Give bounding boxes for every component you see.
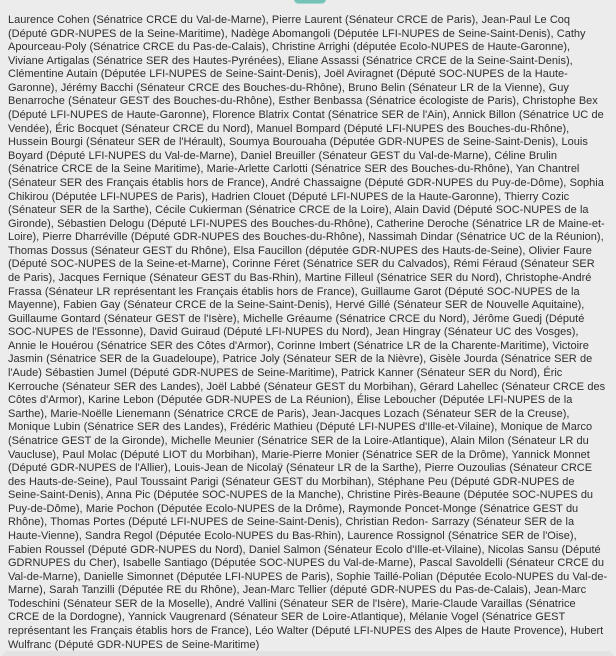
bottom-edge-strip xyxy=(3,651,613,656)
teal-pill-partial xyxy=(294,0,326,4)
signatories-paragraph: Laurence Cohen (Sénatrice CRCE du Val-de-Marne), Pierre Laurent (Sénateur CRCE de Paris), Jean-Paul Le Coq (Député GDR-NUPES de la Seine-Maritime), Nadège Abomangoli (Députée LFI-NUPES de Seine-Saint-Denis), Cathy Apourceau-Poly (Sénatrice CRCE du Pas-de-Calais), Christine Arrighi (députée Ecolo-NUPES de Haute-Garonne), Viviane Artigalas (Sénatrice SER des Hautes-Pyrénées), Eliane Assassi (Sénatrice CRCE de la Seine-Saint-Denis), Clémentine Autain (Députée LFI-NUPES de Seine-Saint-Denis), Joël Aviragnet (Député SOC-NUPES de la Haute-Garonne), Jérémy Bacchi (Sénateur CRCE des Bouches-du-Rhône), Bruno Belin (Sénateur LR de la Vienne), Guy Benarroche (Sénateur GEST des Bouches-du-Rhône), Esther Benbassa (Sénatrice écologiste de Paris), Christophe Bex (Député LFI-NUPES de Haute-Garonne), Florence Blatrix Contat (Sénatrice SER de l'Ain), Annick Billon (Sénatrice UC de Vendée), Éric Bocquet (Sénateur CRCE du Nord), Manuel Bompard (Député LFI-NUPES des Bouches-du-Rhône), Hussein Bourgi (Sénateur SER de l'Hérault), Soumya Bourouaha (Députée GDR-NUPES de Seine-Saint-Denis), Louis Boyard (Député LFI-NUPES du Val-de-Marne), Daniel Breuiller (Sénateur GEST du Val-de-Marne), Céline Brulin (Sénatrice CRCE de la Seine Maritime), Marie-Arlette Carlotti (Sénatrice SER des Bouches-du-Rhône), Yan Chantrel (Sénateur SER des Français établis hors de France), André Chassaigne (Député GDR-NUPES du Puy-de-Dôme), Sophia Chikirou (Députée LFI-NUPES de Paris), Hadrien Clouet (Député LFI-NUPES de la Haute-Garonne), Thierry Cozic (Sénateur SER de la Sarthe), Cécile Cukierman (Sénatrice CRCE de la Loire), Alain David (Député SOC-NUPES de la Gironde), Sébastien Delogu (Député LFI-NUPES des Bouches-du-Rhône), Catherine Deroche (Sénatrice LR de Maine-et-Loire), Pierre Dharréville (Député GDR-NUPES des Bouches-du-Rhône), Nassimah Dindar (Sénatrice UC de la Réunion), Thomas Dossus (Sénateur GEST du Rhône), Elsa Faucillon (députée GDR-NUPES des Hauts-de-Seine), Olivier Faure (Député SOC-NUPES de la Seine-et-Marne), Corinne Féret (Sénatrice SER du Calvados), Rémi Féraud (Sénateur SER de Paris), Jacques Fernique (Sénateur GEST du Bas-Rhin), Martine Filleul (Sénatrice SER du Nord), Christophe-André Frassa (Sénateur LR représentant les Français établis hors de France), Guillaume Garot (Député SOC-NUPES de la Mayenne), Fabien Gay (Sénateur CRCE de la Seine-Saint-Denis), Hervé Gillé (Sénateur SER de Nouvelle Aquitaine), Guillaume Gontard (Sénateur GEST de l'Isère), Michelle Gréaume (Sénatrice CRCE du Nord), Jérôme Guedj (Député SOC-NUPES de l'Essonne), David Guiraud (Député LFI-NUPES du Nord), Jean Hingray (Sénateur UC des Vosges), Annie le Houérou (Sénatrice SER des Côtes d'Armor), Corinne Imbert (Sénatrice LR de la Charente-Maritime), Victoire Jasmin (Sénatrice SER de la Guadeloupe), Patrice Joly (Sénateur SER de la Nièvre), Gisèle Jourda (Sénatrice SER de l'Aude) Sébastien Jumel (Député GDR-NUPES de Seine-Maritime), Patrick Kanner (Sénateur SER du Nord), Éric Kerrouche (Sénateur SER des Landes), Joël Labbé (Sénateur GEST du Morbihan), Gérard Lahellec (Sénateur CRCE des Côtes d'Armor), Karine Lebon (Députée GDR-NUPES de La Réunion), Élise Leboucher (Députée LFI-NUPES de la Sarthe), Marie-Noëlle Lienemann (Sénatrice CRCE de Paris), Jean-Jacques Lozach (Sénateur SER de la Creuse), Monique Lubin (Sénatrice SER des Landes), Frédéric Mathieu (Député LFI-NUPES d'Ille-et-Vilaine), Monique de Marco (Sénatrice GEST de la Gironde), Michelle Meunier (Sénatrice SER de la Loire-Atlantique), Alain Milon (Sénateur LR du Vaucluse), Paul Molac (Député LIOT du Morbihan), Marie-Pierre Monier (Sénatrice SER de la Drôme), Yannick Monnet (Député GDR-NUPES de l'Allier), Louis-Jean de Nicolaÿ (Sénateur LR de la Sarthe), Pierre Ouzoulias (Sénateur CRCE des Hauts-de-Seine), Paul Toussaint Parigi (Sénateur GEST du Morbihan), Stéphane Peu (Député GDR-NUPES de Seine-Saint-Denis), Anna Pic (Députée SOC-NUPES de la Manche), Christine Pirès-Beaune (Députée SOC-NUPES du Puy-de-Dôme), Marie Pochon (Députée Ecolo-NUPES de la Drôme), Raymonde Poncet-Monge (Sénatrice GEST du Rhône), Thomas Portes (Député LFI-NUPES de Seine-Saint-Denis), Christian Redon- Sarrazy (Sénateur SER de la Haute-Vienne), Sandra Regol (Députée Ecolo-NUPES du Bas-Rhin), Laurence Rossignol (Sénatrice SER de l'Oise), Fabien Roussel (Député GDR-NUPES du Nord), Daniel Salmon (Sénateur Ecolo d'Ille-et-Vilaine), Nicolas Sansu (Député GDRNUPES du Cher), Isabelle Santiago (Députée SOC-NUPES du Val-de-Marne), Pascal Savoldelli (Sénateur CRCE du Val-de-Marne), Danielle Simonnet (Députée LFI-NUPES de Paris), Sophie Taillé-Polian (Députée Ecolo-NUPES du Val-de-Marne), Sarah Tanzilli (Députée RE du Rhône), Jean-Marc Tellier (député GDR-NUPES du Pas-de-Calais), Jean-Marc Todeschini (Sénateur SER de la Moselle), André Vallini (Sénateur SER de l'Isère), Marie-Claude Varaillas (Sénatrice CRCE de la Dordogne), Yannick Vaugrenard (Sénateur SER de Loire-Atlantique), Mélanie Vogel (Sénatrice GEST représentant les Français établis hors de France), Léo Walter (Député LFI-NUPES des Alpes de Haute Provence), Hubert Wulfranc (Député GDR-NUPES de Seine-Maritime) xyxy=(8,14,608,651)
